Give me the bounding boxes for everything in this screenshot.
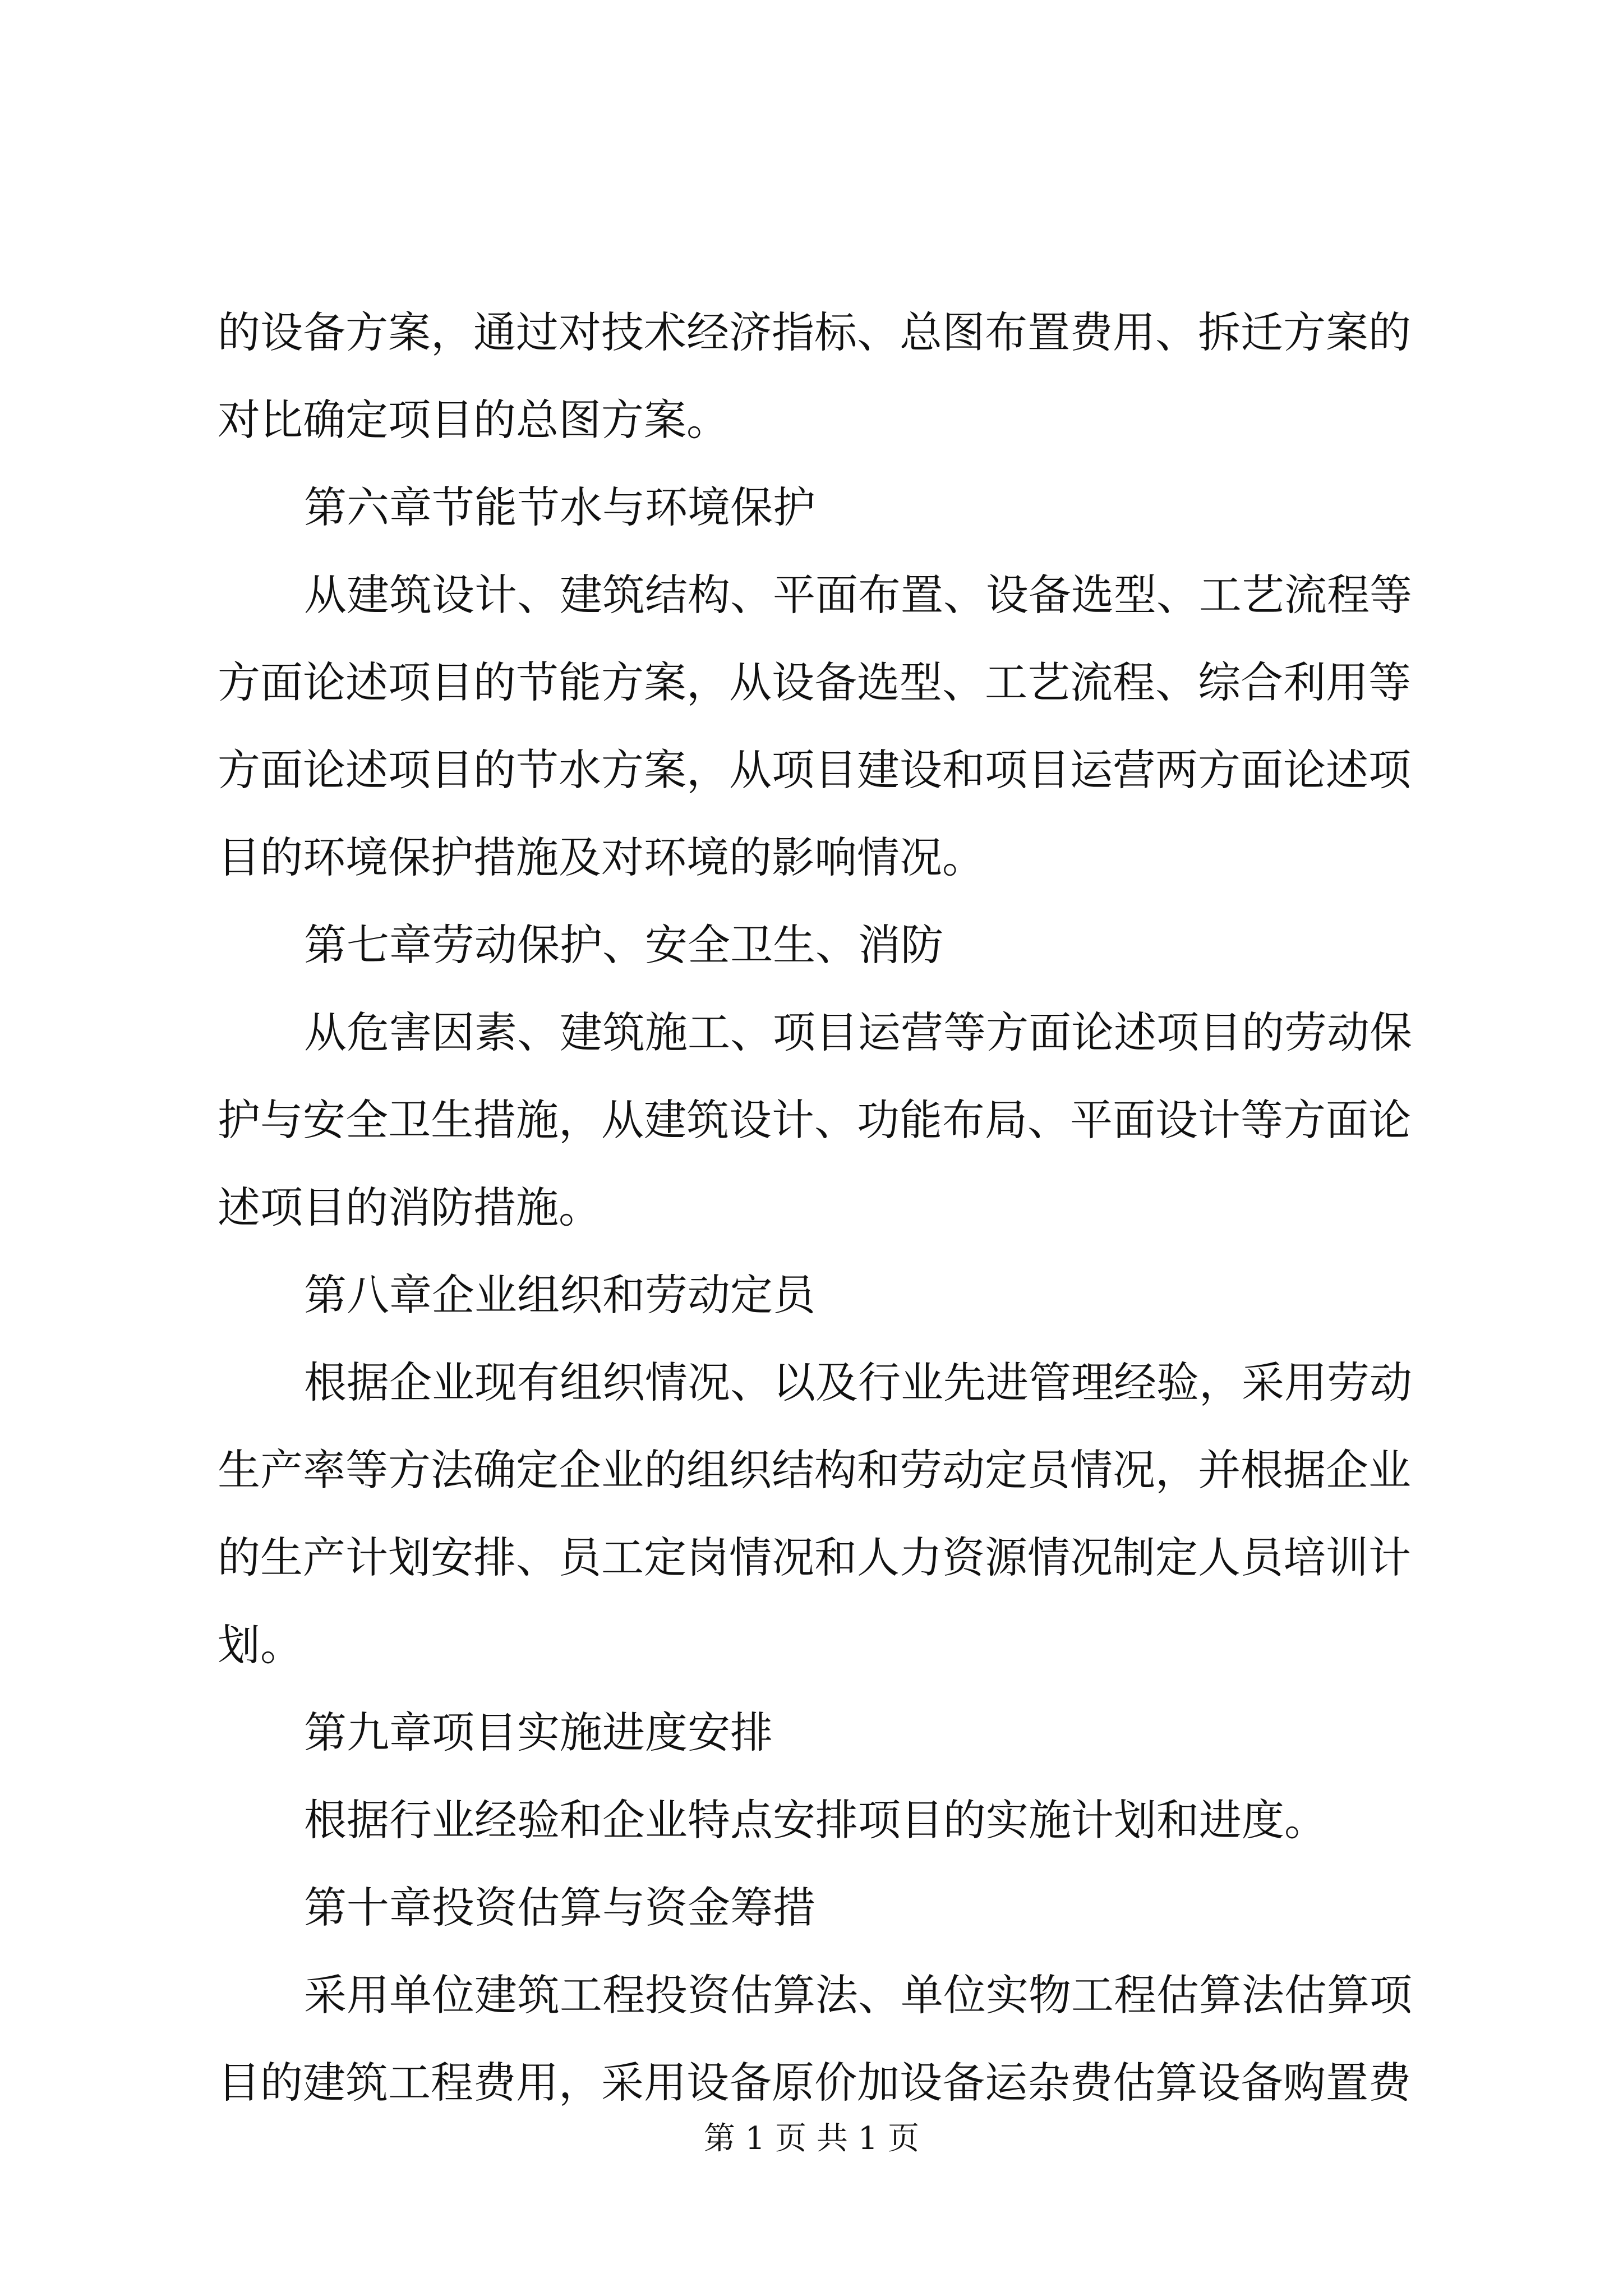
- body-text-line: 从危害因素、建筑施工、项目运营等方面论述项目的劳动保: [304, 1007, 1412, 1057]
- body-text-line: 护与安全卫生措施，从建筑设计、功能布局、平面设计等方面论: [218, 1095, 1411, 1145]
- body-text-line: 目的建筑工程费用，采用设备原价加设备运杂费估算设备购置费: [218, 2058, 1411, 2108]
- body-text-line: 根据企业现有组织情况、以及行业先进管理经验，采用劳动: [304, 1358, 1412, 1407]
- chapter-heading: 第六章节能节水与环境保护: [304, 482, 815, 532]
- body-text-line: 从建筑设计、建筑结构、平面布置、设备选型、工艺流程等: [304, 570, 1412, 620]
- body-text-line: 的生产计划安排、员工定岗情况和人力资源情况制定人员培训计: [218, 1533, 1411, 1582]
- body-text-line: 划。: [218, 1620, 303, 1670]
- chapter-heading: 第七章劳动保护、安全卫生、消防: [304, 920, 943, 970]
- chapter-heading: 第十章投资估算与资金筹措: [304, 1883, 815, 1932]
- page-footer: 第 1 页 共 1 页: [703, 2120, 920, 2157]
- body-text-line: 采用单位建筑工程投资估算法、单位实物工程估算法估算项: [304, 1970, 1412, 2020]
- body-text-line: 对比确定项目的总图方案。: [218, 395, 729, 445]
- body-text-line: 生产率等方法确定企业的组织结构和劳动定员情况，并根据企业: [218, 1445, 1411, 1495]
- body-text-line: 方面论述项目的节水方案，从项目建设和项目运营两方面论述项: [218, 745, 1411, 795]
- chapter-heading: 第八章企业组织和劳动定员: [304, 1270, 815, 1320]
- chapter-heading: 第九章项目实施进度安排: [304, 1708, 773, 1757]
- body-text-line: 的设备方案，通过对技术经济指标、总图布置费用、拆迁方案的: [218, 307, 1411, 357]
- body-text-line: 述项目的消防措施。: [218, 1182, 601, 1232]
- body-text-line: 方面论述项目的节能方案，从设备选型、工艺流程、综合利用等: [218, 657, 1411, 707]
- body-text-line: 目的环境保护措施及对环境的影响情况。: [218, 832, 985, 882]
- body-text-line: 根据行业经验和企业特点安排项目的实施计划和进度。: [304, 1795, 1327, 1845]
